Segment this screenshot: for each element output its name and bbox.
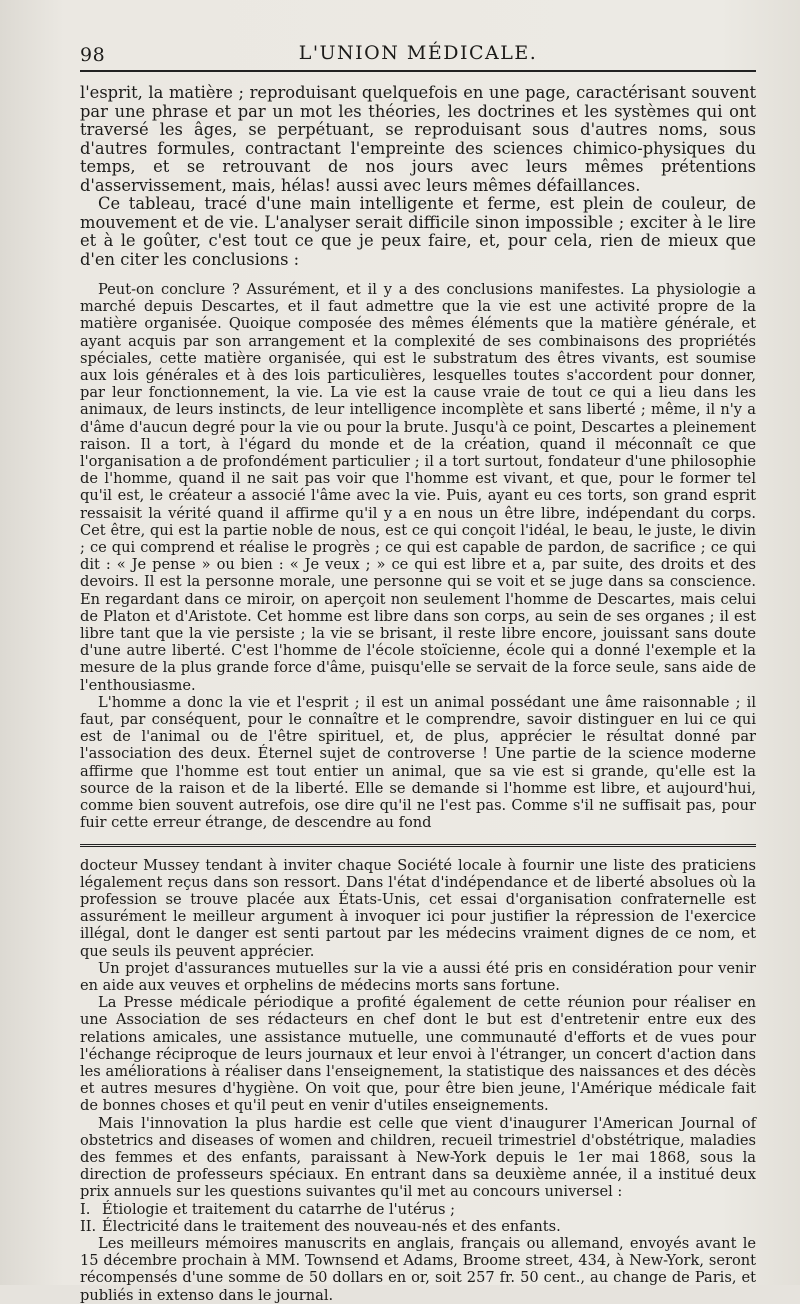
prize-question [80,1218,756,1235]
paragraph-4: L'homme a donc la vie et l'esprit ; il est un animal possédant une âme raisonnable ; il faut, par conséquent, pour le connaître et le comprendre, savoir distinguer en lui ce qui est de l'animal ou de l'être spirituel, et, de plus, apprécier le résultat donné par l'association des deux. Éternel sujet de controverse ! Une partie de la science moderne affirme que l'homme est tout entier un animal, que sa vie est si grande, qu'elle est la source de la raison et de la liberté. Elle se demande si l'homme est libre, et aujourd'hui, comme bien souvent autrefois, ose dire qu'il ne l'est pas. Comme s'il ne suffisait pas, pour fuir cette erreur étrange, de descendre au fond [80,693,756,832]
page-header [80,34,756,72]
note-paragraph-2: Un projet d'assurances mutuelles sur la vie a aussi été pris en considération pour venir en aide aux veuves et orphelins de médecins morts sans fortune. [80,959,756,994]
prize-question-list [80,1201,756,1235]
prize-number: II. [80,1217,97,1235]
page-number: 98 [80,44,106,66]
note-paragraph-4: Mais l'innovation la plus hardie est celle que vient d'inaugurer l'American Journal of obstetrics and diseases of women and children, recueil trimestriel d'obstétrique, maladies des femmes et des enfants, paraissant à New-York depuis le 1er mai 1868, sous la direction de professeurs spéciaux. En entrant dans sa deuxième année, il a institué deux prix annuels sur les questions suivantes qu'il met au concours universel : [80,1114,756,1201]
prize-number: I. [80,1200,91,1218]
article-body [80,84,756,832]
section-separator [80,844,756,847]
paragraph-2: Ce tableau, tracé d'une main intelligente et ferme, est plein de couleur, de mouvement et de vie. L'analyser serait difficile sinon impossible ; exciter à le lire et à le goûter, c'est tout ce que je peux faire, et, pour cela, rien de mieux que d'en citer les conclusions : [80,194,756,269]
prize-question [80,1201,756,1218]
paragraph-1: l'esprit, la matière ; reproduisant quelquefois en une page, caractérisant souvent par une phrase et par un mot les théories, les doctrines et les systèmes qui ont traversé les âges, se perpétuant, se reproduisant sous d'autres noms, sous d'autres formules, contractant l'empreinte des sciences chimico-physiques du temps, et se retrouvant de nos jours avec leurs mêmes prétentions d'asservissement, mais, hélas! aussi avec leurs mêmes défaillances. [80,83,756,195]
note-paragraph-1: docteur Mussey tendant à inviter chaque Société locale à fournir une liste des praticiens légalement reçus dans son ressort. Dans l'état d'indépendance et de liberté absolues où la profession se trouve placée aux États-Unis, cet essai d'organisation confraternelle est assurément le meilleur argument à invoquer ici pour justifier la répression de l'exercice illégal, dont le danger est senti partout par les médecins vraiment dignes de ce nom, et que seuls ils peuvent apprécier. [80,856,756,960]
prize-text: Étiologie et traitement du catarrhe de l'utérus ; [102,1200,456,1218]
note-paragraph-5: Les meilleurs mémoires manuscrits en anglais, français ou allemand, envoyés avant le 15 décembre prochain à MM. Townsend et Adams, Broome street, 434, à New-York, seront récompensés d'une somme de 50 dollars en or, soit 257 fr. 50 cent., au change de Paris, et publiés in extenso dans le journal. [80,1234,756,1304]
quoted-conclusions: Peut-on conclure ? Assurément, et il y a des conclusions manifestes. La physiologie a marché depuis Descartes, et il faut admettre que la vie est une activité propre de la matière organisée. Quoique composée des mêmes éléments que la matière générale, et ayant acquis par son arrangement et la complexité de ses combinaisons des propriétés spéciales, cette matière organisée, qui est le substratum des êtres vivants, est soumise aux lois générales et à des lois particulières, lesquelles toutes s'accordent pour donner, par leur fonctionnement, la vie. La vie est la cause vraie de tout ce qui a lieu dans les animaux, de leurs instincts, de leur intelligence incomplète et sans liberté ; même, il n'y a d'âme d'aucun degré pour la vie ou pour la brute. Jusqu'à ce point, Descartes a pleinement raison. Il a tort, à l'égard du monde et de la création, quand il méconnaît ce que l'organisation a de profondément particulier ; il a tort surtout, fondateur d'une philosophie de l'homme, quand il ne sait pas voir que l'homme est vivant, et que, pour le former tel qu'il est, le créateur a associé l'âme avec la vie. Puis, ayant eu ces torts, son grand esprit ressaisit la vérité quand il affirme qu'il y a en nous un être libre, indépendant du corps. Cet être, qui est la partie noble de nous, est ce qui conçoit l'idéal, le beau, le juste, le divin ; ce qui comprend et réalise le progrès ; ce qui est capable de pardon, de sacrifice ; ce qui dit : « Je pense » ou bien : « Je veux ; » ce qui est libre et a, par suite, des droits et des devoirs. Il est la personne morale, une personne qui se voit et se juge dans sa conscience. En regardant dans ce miroir, on aperçoit non seulement l'homme de Descartes, mais celui de Platon et d'Aristote. Cet homme est libre dans son corps, au sein de ses organes ; il est libre tant que la vie persiste ; la vie se brisant, il reste libre encore, jouissant sans doute d'une autre liberté. C'est l'homme de l'école stoïcienne, école qui a donné l'exemple et la mesure de la plus grande force d'âme, puisqu'elle se servait de la force seule, sans aide de l'enthousiasme. [80,281,756,694]
prize-text: Électricité dans le traitement des nouveau-nés et des enfants. [102,1217,561,1235]
footnote-column [80,857,756,1304]
running-title: L'UNION MÉDICALE. [298,42,538,64]
note-paragraph-3: La Presse médicale périodique a profité également de cette réunion pour réaliser en une Association de ses rédacteurs en chef dont le but est d'entretenir entre eux des relations amicales, une assistance mutuelle, une communauté d'efforts et de vues pour l'échange réciproque de leurs journaux et leur envoi à l'étranger, un concert d'action dans les améliorations à réaliser dans l'enseignement, la statistique des naissances et des décès et autres mesures d'hygiène. On voit que, pour être bien jeune, l'Amérique médicale fait de bonnes choses et qu'il peut en venir d'utiles enseignements. [80,994,756,1115]
